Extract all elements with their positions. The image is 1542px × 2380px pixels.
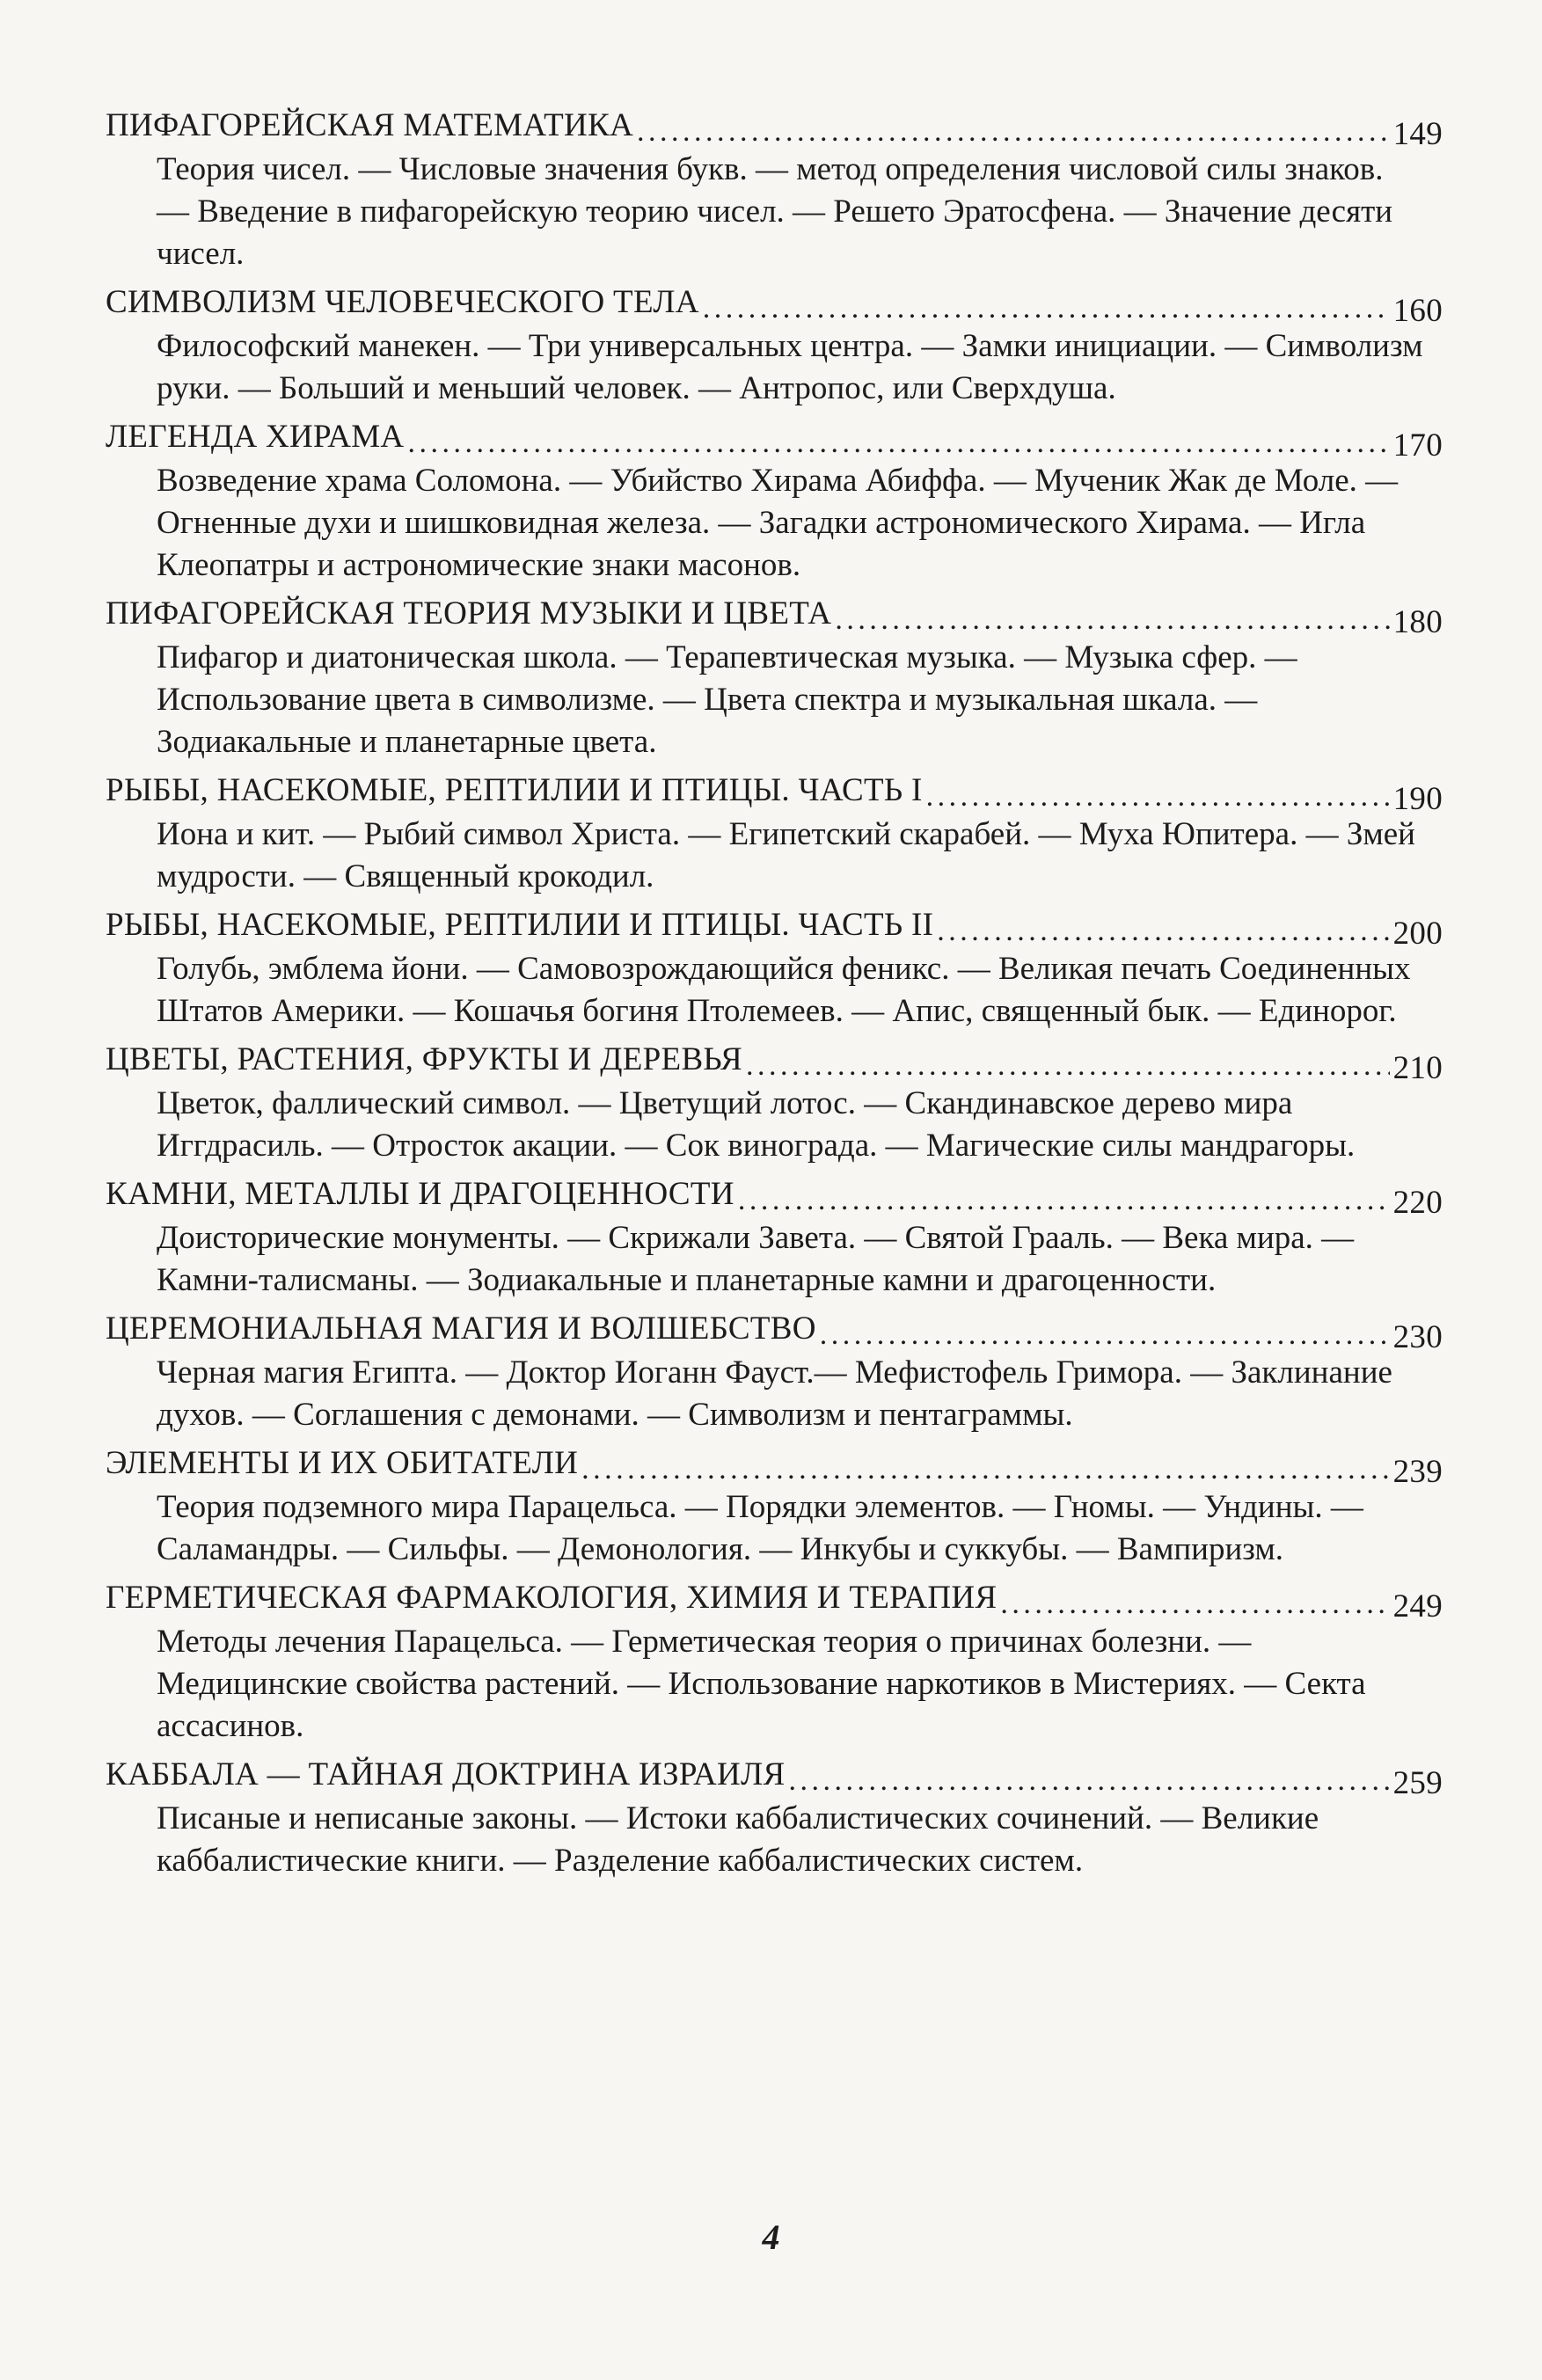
toc-title: ЛЕГЕНДА ХИРАМА (106, 419, 405, 455)
table-of-contents (106, 104, 1443, 1887)
toc-page-number: 210 (1392, 1050, 1443, 1086)
toc-heading[interactable] (106, 1307, 1443, 1355)
toc-heading[interactable] (106, 769, 1443, 817)
toc-description: Методы лечения Парацельса. — Герметическая теория о причинах болезни. — Медицинские свойства растений. — Использование наркотиков в Мистериях. — Секта ассасинов. (157, 1624, 1366, 1744)
toc-title: ЦЕРЕМОНИАЛЬНАЯ МАГИЯ И ВОЛШЕБСТВО (106, 1310, 816, 1347)
dot-leader (703, 286, 1390, 331)
toc-entry (106, 1576, 1443, 1748)
toc-title: ЦВЕТЫ, РАСТЕНИЯ, ФРУКТЫ И ДЕРЕВЬЯ (106, 1041, 742, 1077)
toc-description: Писаные и неписаные законы. — Истоки каббалистических сочинений. — Великие каббалистические книги. — Разделение каббалистических систем. (157, 1800, 1319, 1879)
toc-heading[interactable] (106, 104, 1443, 152)
toc-entry (106, 415, 1443, 587)
toc-page-number: 200 (1392, 916, 1443, 952)
toc-description: Философский манекен. — Три универсальных центра. — Замки инициации. — Символизм руки. — Больший и меньший человек. — Антропос, или Сверхдуша. (157, 328, 1423, 406)
toc-heading[interactable] (106, 592, 1443, 640)
toc-entry (106, 1307, 1443, 1436)
dot-leader (581, 1447, 1389, 1492)
toc-description: Иона и кит. — Рыбий символ Христа. — Египетский скарабей. — Муха Юпитера. — Змей мудрости. — Священный крокодил. (157, 816, 1415, 894)
toc-entry (106, 1753, 1443, 1882)
toc-description: Пифагор и диатоническая школа. — Терапевтическая музыка. — Музыка сфер. — Использование цвета в символизме. — Цвета спектра и музыкальная шкала. — Зодиакальные и планетарные цвета. (157, 639, 1297, 760)
toc-description: Цветок, фаллический символ. — Цветущий лотос. — Скандинавское дерево мира Иггдрасиль. — Отросток акации. — Сок винограда. — Магические силы мандрагоры. (157, 1085, 1356, 1164)
toc-entry (106, 281, 1443, 410)
toc-heading[interactable] (106, 1576, 1443, 1624)
dot-leader (926, 774, 1390, 819)
dot-leader (637, 109, 1390, 154)
toc-page-number: 230 (1392, 1319, 1443, 1355)
toc-title: ПИФАГОРЕЙСКАЯ ТЕОРИЯ МУЗЫКИ И ЦВЕТА (106, 595, 832, 632)
toc-title: РЫБЫ, НАСЕКОМЫЕ, РЕПТИЛИИ И ПТИЦЫ. ЧАСТЬ I (106, 772, 923, 808)
toc-title: ЭЛЕМЕНТЫ И ИХ ОБИТАТЕЛИ (106, 1445, 579, 1481)
toc-heading[interactable] (106, 1753, 1443, 1801)
toc-page-number: 160 (1392, 293, 1443, 329)
toc-heading[interactable] (106, 1038, 1443, 1086)
dot-leader (835, 597, 1389, 642)
toc-title: КАББАЛА — ТАЙНАЯ ДОКТРИНА ИЗРАИЛЯ (106, 1756, 786, 1792)
dot-leader (937, 909, 1389, 953)
toc-description: Голубь, эмблема йони. — Самовозрождающийся феникс. — Великая печать Соединенных Штатов Америки. — Кошачья богиня Птолемеев. — Апис, священный бык. — Единорог. (157, 951, 1411, 1029)
dot-leader (1000, 1581, 1389, 1626)
toc-title: ПИФАГОРЕЙСКАЯ МАТЕМАТИКА (106, 107, 634, 143)
toc-heading[interactable] (106, 1172, 1443, 1221)
toc-description: Теория подземного мира Парацельса. — Порядки элементов. — Гномы. — Ундины. — Саламандры. — Сильфы. — Демонология. — Инкубы и суккубы. — Вампиризм. (157, 1489, 1363, 1567)
toc-page-number: 259 (1392, 1765, 1443, 1801)
toc-page-number: 149 (1392, 116, 1443, 152)
toc-page-number: 239 (1392, 1454, 1443, 1490)
toc-description: Теория чисел. — Числовые значения букв. — метод определения числовой силы знаков. — Введение в пифагорейскую теорию чисел. — Решето Эратосфена. — Значение десяти чисел. (157, 151, 1393, 272)
toc-entry (106, 1038, 1443, 1167)
toc-title: КАМНИ, МЕТАЛЛЫ И ДРАГОЦЕННОСТИ (106, 1176, 734, 1212)
dot-leader (788, 1758, 1389, 1803)
toc-entry (106, 769, 1443, 898)
toc-description: Возведение храма Соломона. — Убийство Хирама Абиффа. — Мученик Жак де Моле. — Огненные духи и шишковидная железа. — Загадки астрономического Хирама. — Игла Клеопатры и астрономические знаки масонов. (157, 463, 1399, 583)
toc-entry (106, 1172, 1443, 1302)
toc-entry (106, 903, 1443, 1033)
toc-title: СИМВОЛИЗМ ЧЕЛОВЕЧЕСКОГО ТЕЛА (106, 284, 699, 320)
toc-heading[interactable] (106, 415, 1443, 464)
toc-heading[interactable] (106, 903, 1443, 952)
toc-page-number: 249 (1392, 1588, 1443, 1624)
dot-leader (407, 420, 1389, 465)
toc-title: ГЕРМЕТИЧЕСКАЯ ФАРМАКОЛОГИЯ, ХИМИЯ И ТЕРАПИЯ (106, 1580, 998, 1616)
toc-entry (106, 104, 1443, 275)
page-number: 4 (762, 2217, 780, 2257)
toc-heading[interactable] (106, 281, 1443, 329)
dot-leader (820, 1312, 1390, 1357)
toc-entry (106, 592, 1443, 763)
dot-leader (746, 1043, 1390, 1088)
toc-entry (106, 1442, 1443, 1571)
toc-page-number: 220 (1392, 1185, 1443, 1221)
toc-page-number: 170 (1392, 427, 1443, 464)
toc-description: Доисторические монументы. — Скрижали Завета. — Святой Грааль. — Века мира. — Камни-талисманы. — Зодиакальные и планетарные камни и драгоценности. (157, 1220, 1355, 1298)
toc-heading[interactable] (106, 1442, 1443, 1490)
toc-description: Черная магия Египта. — Доктор Иоганн Фауст.— Мефистофель Гриморa. — Заклинание духов. — Соглашения с демонами. — Символизм и пентаграммы. (157, 1354, 1392, 1433)
toc-page-number: 190 (1392, 781, 1443, 817)
dot-leader (738, 1178, 1390, 1223)
toc-page-number: 180 (1392, 604, 1443, 640)
toc-title: РЫБЫ, НАСЕКОМЫЕ, РЕПТИЛИИ И ПТИЦЫ. ЧАСТЬ II (106, 907, 934, 943)
